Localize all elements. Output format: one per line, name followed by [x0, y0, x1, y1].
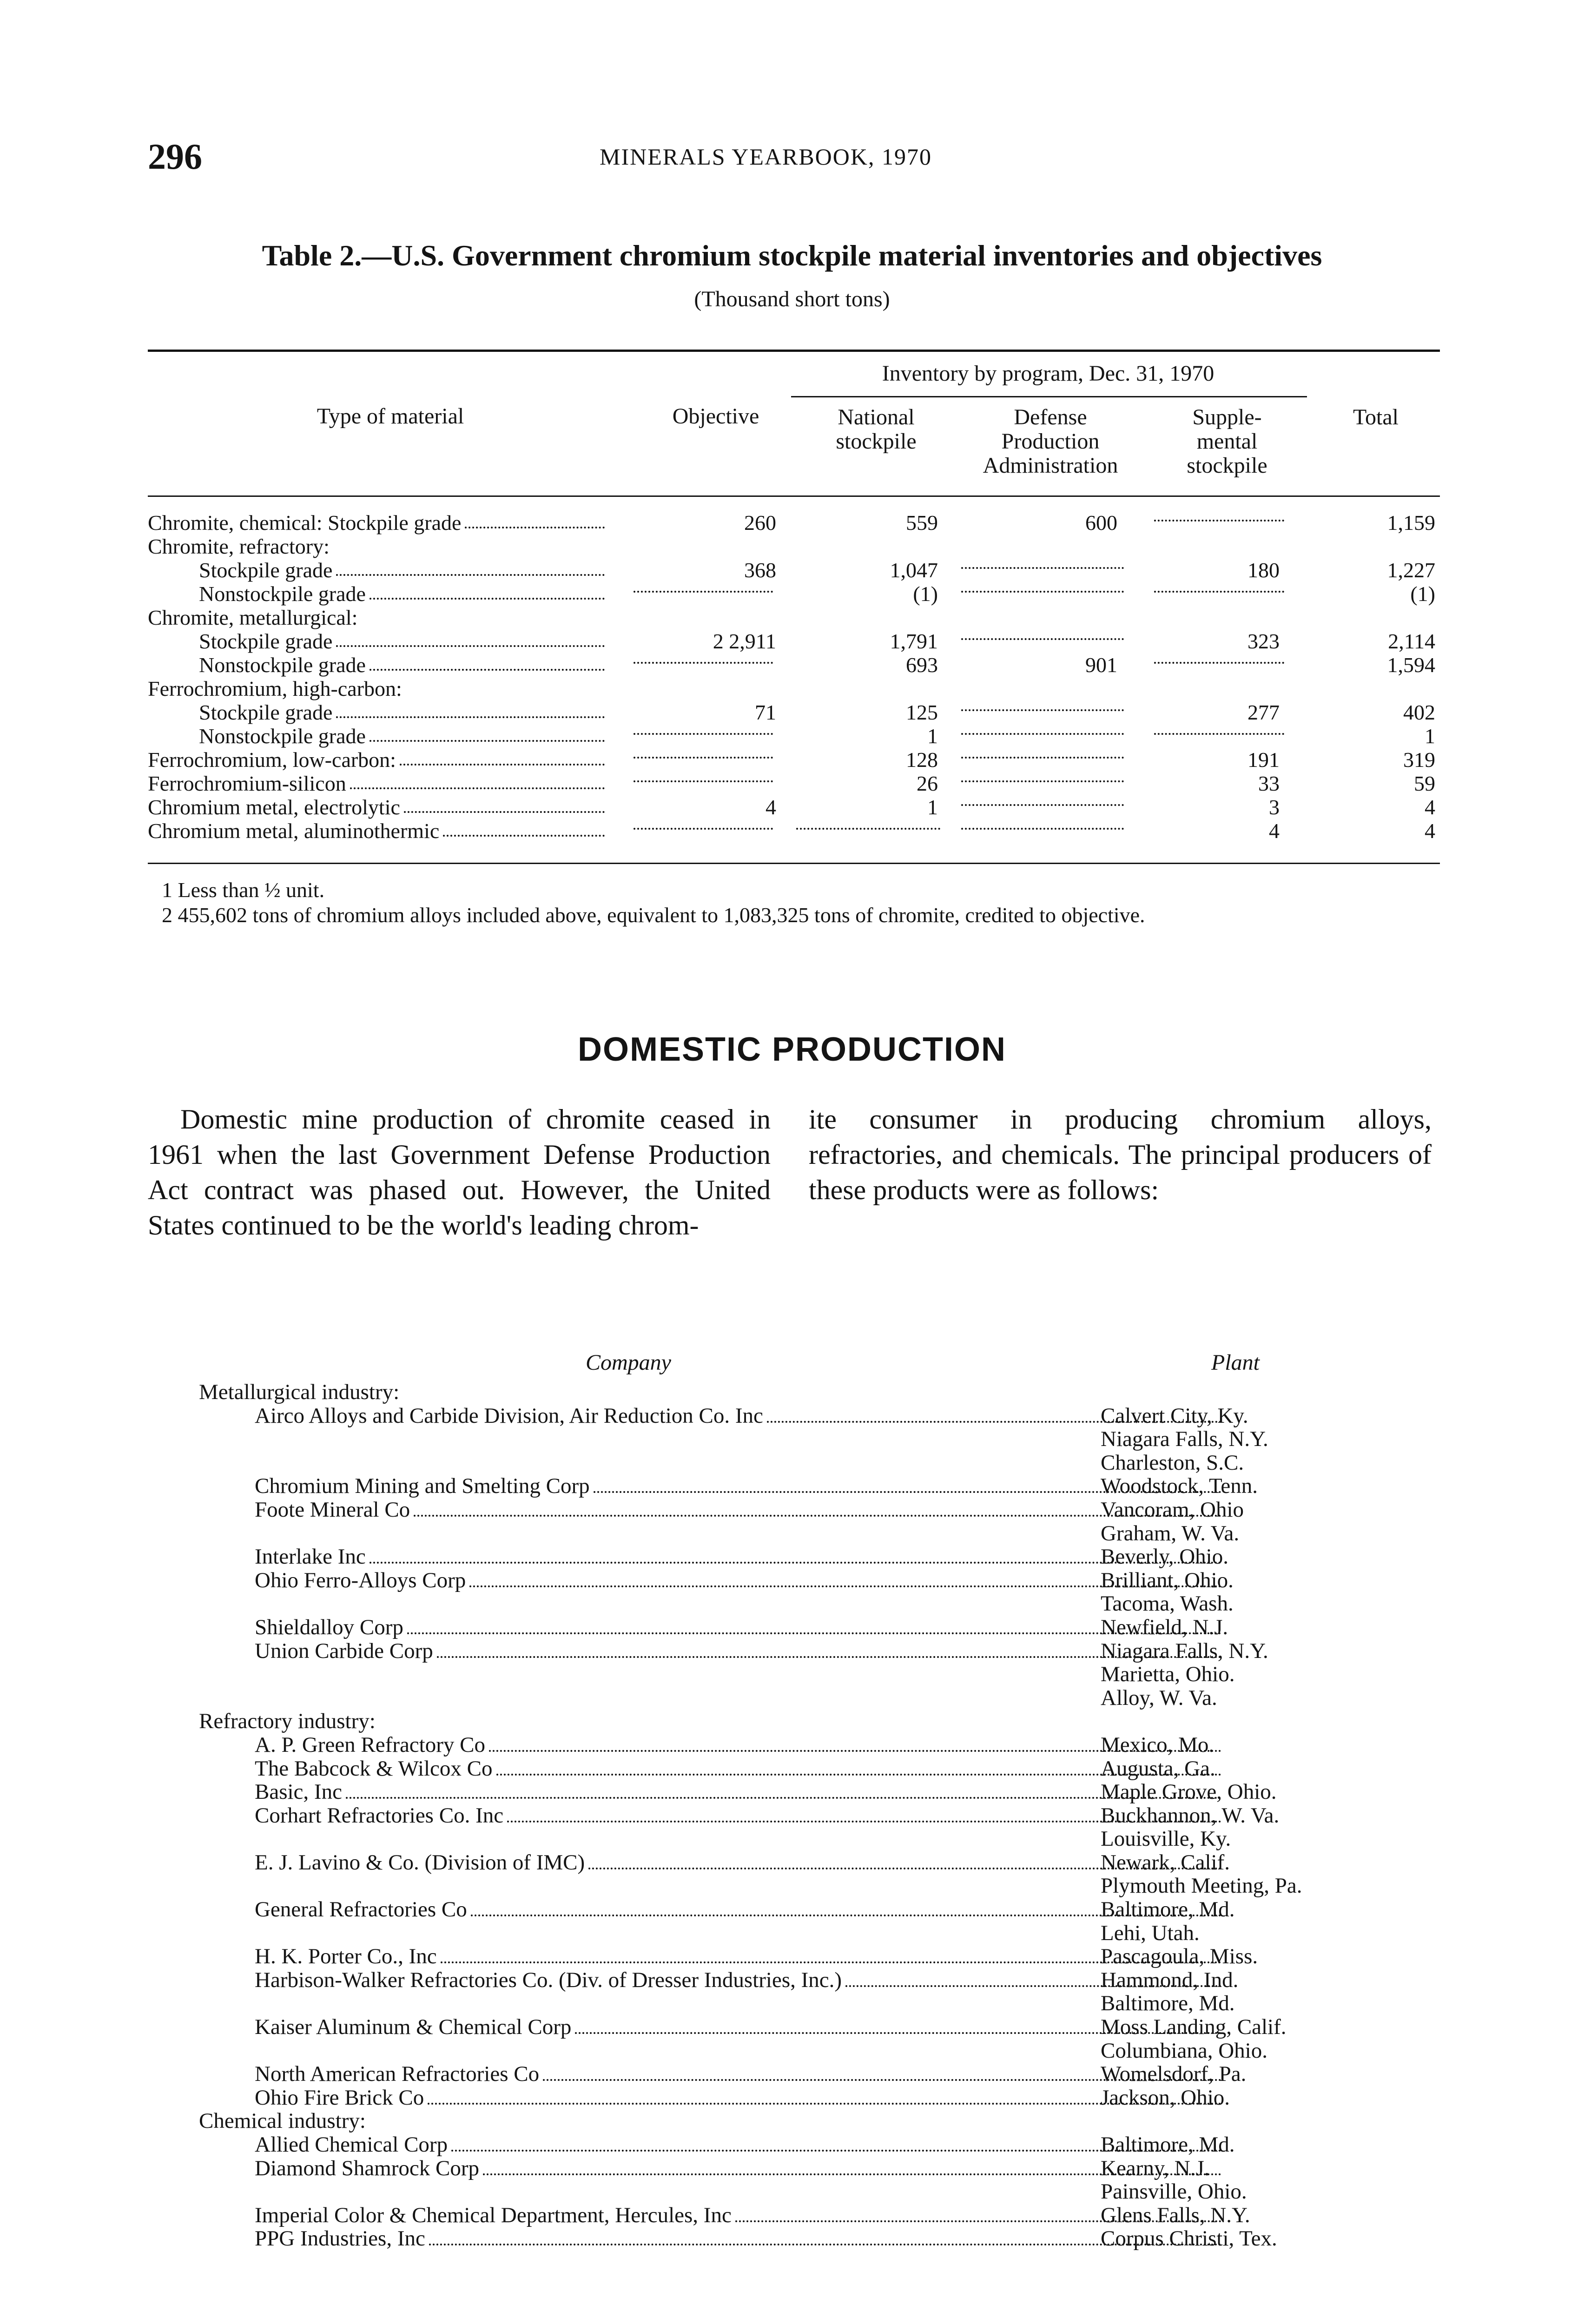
- company-name: Ohio Ferro-Alloys Corp: [255, 1568, 1221, 1593]
- cell-total: 2,114: [1388, 629, 1435, 653]
- producer-row: [148, 2061, 1449, 2085]
- plant-location: Pascagoula, Miss.: [1101, 1944, 1258, 1969]
- industry-category: Chemical industry:: [199, 2109, 366, 2133]
- header-objective: Objective: [672, 404, 759, 429]
- table-row: [148, 771, 1435, 795]
- cell-national: 559: [906, 511, 938, 535]
- producer-row: [148, 1944, 1449, 1967]
- page-number: 296: [148, 136, 202, 177]
- dot-leader: [350, 787, 605, 789]
- category-row: [148, 1380, 1449, 1403]
- plant-location: Louisville, Ky.: [1101, 1827, 1231, 1851]
- cell-national: 125: [906, 700, 938, 724]
- producer-row: [148, 2179, 1449, 2203]
- producer-row: [148, 1756, 1449, 1780]
- column-head-company: Company: [586, 1350, 671, 1375]
- plant-location: Newfield, N.J.: [1101, 1615, 1228, 1639]
- body-text-right: ite consumer in producing chromium alloys, refractories, and chemicals. The principal producers of these products were as follows:: [809, 1104, 1432, 1205]
- dot-leader: [407, 1632, 1221, 1634]
- cell-supplemental: 277: [1247, 700, 1280, 724]
- producer-row: [148, 1591, 1449, 1615]
- company-name: Imperial Color & Chemical Department, Hercules, Inc: [255, 2203, 1221, 2228]
- company-name: Corhart Refractories Co. Inc: [255, 1803, 1221, 1828]
- dot-leader: [465, 527, 605, 528]
- row-label: Chromium metal, electrolytic: [148, 795, 605, 819]
- section-heading: DOMESTIC PRODUCTION: [577, 1031, 1006, 1068]
- plant-location: Niagara Falls, N.Y.: [1101, 1427, 1268, 1452]
- company-name: H. K. Porter Co., Inc: [255, 1944, 1221, 1969]
- footnote-2: 2 455,602 tons of chromium alloys included above, equivalent to 1,083,325 tons of chromite, credited to objective.: [162, 903, 1145, 927]
- category-row: [148, 2108, 1449, 2132]
- plant-location: Newark, Calif.: [1101, 1850, 1230, 1875]
- plant-location: Mexico, Mo.: [1101, 1732, 1214, 1757]
- cell-defense: 901: [1085, 653, 1117, 677]
- empty-cell-leader: [1154, 591, 1284, 593]
- row-label: Stockpile grade: [199, 700, 605, 725]
- body-text-left: Domestic mine production of chromite ceased in 1961 when the last Government Defense Production Act contract was phased out. However, the United States continued to be the world's leading chrom-: [148, 1104, 771, 1241]
- company-name: General Refractories Co: [255, 1897, 1221, 1922]
- company-name: Kaiser Aluminum & Chemical Corp: [255, 2014, 1221, 2040]
- dot-leader: [400, 764, 605, 766]
- empty-cell-leader: [796, 828, 940, 830]
- plant-location: Baltimore, Md.: [1101, 1897, 1235, 1922]
- table-row: [148, 605, 1435, 629]
- cell-national: 1,047: [890, 558, 938, 582]
- dot-leader: [404, 811, 605, 813]
- plant-location: Graham, W. Va.: [1101, 1521, 1240, 1545]
- company-name: Allied Chemical Corp: [255, 2132, 1221, 2157]
- empty-cell-leader: [961, 567, 1124, 569]
- cell-supplemental: 33: [1258, 772, 1280, 795]
- industry-category: Metallurgical industry:: [199, 1380, 400, 1404]
- table-subtitle: (Thousand short tons): [694, 287, 890, 311]
- company-name: Diamond Shamrock Corp: [255, 2156, 1221, 2181]
- producer-row: [148, 1779, 1449, 1803]
- producer-row: [148, 1568, 1449, 1591]
- producer-row: [148, 1826, 1449, 1850]
- cell-national: (1): [913, 582, 938, 606]
- plant-location: Buckhannon, W. Va.: [1101, 1803, 1280, 1828]
- footnote-1: 1 Less than ½ unit.: [162, 878, 325, 902]
- producer-row: [148, 1450, 1449, 1474]
- plant-location: Womelsdorf, Pa.: [1101, 2062, 1247, 2086]
- company-name: Foote Mineral Co: [255, 1497, 1221, 1522]
- empty-cell-leader: [961, 733, 1124, 735]
- header-supplemental: Supple- mental stockpile: [1187, 405, 1267, 478]
- header-type: Type of material: [317, 404, 464, 429]
- table-row: [148, 510, 1435, 534]
- plant-location: Woodstock, Tenn.: [1101, 1474, 1258, 1499]
- table-row: [148, 724, 1435, 747]
- header-inventory-group: Inventory by program, Dec. 31, 1970: [882, 361, 1214, 386]
- company-name: PPG Industries, Inc: [255, 2226, 1221, 2251]
- producer-row: [148, 1638, 1449, 1662]
- cell-total: 319: [1403, 748, 1435, 772]
- cell-supplemental: 3: [1269, 795, 1280, 819]
- company-name: North American Refractories Co: [255, 2061, 1221, 2086]
- table-top-rule: [148, 350, 1440, 352]
- producer-row: [148, 1615, 1449, 1638]
- cell-total: 4: [1425, 795, 1435, 819]
- producer-row: [148, 2132, 1449, 2156]
- plant-location: Alloy, W. Va.: [1101, 1685, 1217, 1710]
- empty-cell-leader: [634, 733, 773, 735]
- plant-location: Lehi, Utah.: [1101, 1921, 1200, 1945]
- producer-row: [148, 1732, 1449, 1756]
- plant-location: Plymouth Meeting, Pa.: [1101, 1874, 1302, 1898]
- cell-total: 1,594: [1387, 653, 1435, 677]
- producer-row: [148, 2085, 1449, 2109]
- row-label: Nonstockpile grade: [199, 581, 605, 606]
- producer-row: [148, 1497, 1449, 1521]
- dot-leader: [336, 645, 605, 647]
- company-name: The Babcock & Wilcox Co: [255, 1756, 1221, 1781]
- plant-location: Augusta, Ga.: [1101, 1756, 1215, 1781]
- company-name: Interlake Inc: [255, 1544, 1221, 1569]
- cell-total: 4: [1425, 819, 1435, 843]
- table-header-rule: [148, 495, 1440, 497]
- dot-leader: [370, 740, 605, 742]
- plant-location: Painsville, Ohio.: [1101, 2179, 1247, 2204]
- empty-cell-leader: [961, 828, 1124, 830]
- table-row: [148, 747, 1435, 771]
- header-total: Total: [1353, 405, 1399, 429]
- producer-row: [148, 1544, 1449, 1568]
- empty-cell-leader: [1154, 520, 1284, 522]
- table-row: [148, 700, 1435, 724]
- producer-row: [148, 1403, 1449, 1427]
- inventory-group-rule: [791, 396, 1307, 397]
- dot-leader: [370, 598, 605, 600]
- cell-total: 1: [1425, 724, 1435, 748]
- row-label: Chromite, refractory:: [148, 535, 330, 558]
- empty-cell-leader: [961, 638, 1124, 640]
- dot-leader: [370, 1562, 1221, 1564]
- cell-supplemental: 191: [1247, 748, 1280, 772]
- producer-row: [148, 1873, 1449, 1897]
- dot-leader: [370, 669, 605, 671]
- producer-row: [148, 1991, 1449, 2014]
- producer-row: [148, 2203, 1449, 2226]
- plant-location: Baltimore, Md.: [1101, 1991, 1235, 2016]
- plant-location: Vancoram, Ohio: [1101, 1497, 1244, 1522]
- cell-defense: 600: [1085, 511, 1117, 535]
- producer-row: [148, 1803, 1449, 1827]
- table-bottom-rule: [148, 863, 1440, 864]
- table-footnotes: [148, 878, 1440, 928]
- producer-row: [148, 1897, 1449, 1921]
- company-name: E. J. Lavino & Co. (Division of IMC): [255, 1850, 1221, 1875]
- table-row: [148, 534, 1435, 558]
- dot-leader: [336, 716, 605, 718]
- cell-supplemental: 180: [1247, 558, 1280, 582]
- cell-objective: 2 2,911: [713, 629, 776, 653]
- table-row: [148, 558, 1435, 581]
- producer-row: [148, 1921, 1449, 1944]
- company-name: Airco Alloys and Carbide Division, Air Reduction Co. Inc: [255, 1403, 1221, 1428]
- company-name: Chromium Mining and Smelting Corp: [255, 1473, 1221, 1499]
- empty-cell-leader: [961, 757, 1124, 759]
- plant-location: Columbiana, Ohio.: [1101, 2038, 1267, 2063]
- header-defense: Defense Production Administration: [983, 405, 1118, 478]
- producer-row: [148, 2156, 1449, 2179]
- plant-location: Niagara Falls, N.Y.: [1101, 1638, 1268, 1663]
- table-row: [148, 653, 1435, 676]
- empty-cell-leader: [961, 780, 1124, 782]
- row-label: Stockpile grade: [199, 629, 605, 654]
- company-name: Union Carbide Corp: [255, 1638, 1221, 1664]
- cell-national: 1: [927, 724, 938, 748]
- plant-location: Kearny, N.J.: [1101, 2156, 1210, 2180]
- cell-national: 1,791: [890, 629, 938, 653]
- cell-national: 1: [927, 795, 938, 819]
- plant-location: Glens Falls, N.Y.: [1101, 2203, 1250, 2227]
- cell-national: 26: [917, 772, 938, 795]
- industry-category: Refractory industry:: [199, 1709, 376, 1734]
- row-label: Chromite, metallurgical:: [148, 606, 358, 629]
- empty-cell-leader: [961, 591, 1124, 593]
- producer-row: [148, 2014, 1449, 2038]
- company-name: Harbison-Walker Refractories Co. (Div. of Dresser Industries, Inc.): [255, 1967, 1221, 1993]
- cell-national: 128: [906, 748, 938, 772]
- company-name: Shieldalloy Corp: [255, 1615, 1221, 1640]
- table-row: [148, 581, 1435, 605]
- header-national: National stockpile: [836, 405, 917, 454]
- producer-row: [148, 1426, 1449, 1450]
- plant-location: Tacoma, Wash.: [1101, 1591, 1234, 1616]
- company-name: A. P. Green Refractory Co: [255, 1732, 1221, 1757]
- cell-supplemental: 323: [1247, 629, 1280, 653]
- cell-total: 59: [1414, 772, 1435, 795]
- producer-row: [148, 2038, 1449, 2062]
- row-label: Ferrochromium, high-carbon:: [148, 677, 402, 700]
- row-label: Chromite, chemical: Stockpile grade: [148, 510, 605, 535]
- plant-location: Marietta, Ohio.: [1101, 1662, 1235, 1687]
- cell-objective: 71: [755, 700, 776, 724]
- plant-location: Calvert City, Ky.: [1101, 1403, 1248, 1428]
- producer-row: [148, 1662, 1449, 1685]
- plant-location: Corpus Christi, Tex.: [1101, 2226, 1277, 2251]
- cell-objective: 368: [744, 558, 776, 582]
- row-label: Nonstockpile grade: [199, 724, 605, 748]
- table-row: [148, 629, 1435, 653]
- empty-cell-leader: [634, 757, 773, 759]
- table-title: Table 2.—U.S. Government chromium stockpile material inventories and objectives: [262, 239, 1322, 272]
- producer-row: [148, 1685, 1449, 1709]
- plant-location: Baltimore, Md.: [1101, 2133, 1235, 2157]
- empty-cell-leader: [634, 662, 773, 664]
- row-label: Stockpile grade: [199, 558, 605, 582]
- empty-cell-leader: [634, 780, 773, 782]
- table-row: [148, 819, 1435, 842]
- dot-leader: [443, 835, 605, 837]
- producer-list: [148, 1380, 1449, 2250]
- empty-cell-leader: [961, 804, 1124, 806]
- plant-location: Charleston, S.C.: [1101, 1450, 1244, 1475]
- company-name: Ohio Fire Brick Co: [255, 2085, 1221, 2110]
- cell-national: 693: [906, 653, 938, 677]
- empty-cell-leader: [634, 828, 773, 830]
- dot-leader: [346, 1797, 1221, 1799]
- plant-location: Hammond, Ind.: [1101, 1967, 1239, 1992]
- table-row: [148, 795, 1435, 819]
- empty-cell-leader: [1154, 662, 1284, 664]
- empty-cell-leader: [634, 591, 773, 593]
- cell-total: 1,227: [1387, 558, 1435, 582]
- table-body: [148, 510, 1435, 842]
- empty-cell-leader: [1154, 733, 1284, 735]
- producer-row: [148, 1521, 1449, 1545]
- cell-objective: 4: [766, 795, 776, 819]
- cell-total: (1): [1410, 582, 1435, 606]
- row-label: Nonstockpile grade: [199, 653, 605, 677]
- producer-row: [148, 2226, 1449, 2250]
- row-label: Ferrochromium-silicon: [148, 771, 605, 796]
- plant-location: Maple Grove, Ohio.: [1101, 1780, 1277, 1804]
- cell-supplemental: 4: [1269, 819, 1280, 843]
- cell-total: 1,159: [1387, 511, 1435, 535]
- plant-location: Beverly, Ohio.: [1101, 1545, 1228, 1569]
- category-row: [148, 1709, 1449, 1732]
- producer-row: [148, 1850, 1449, 1874]
- plant-location: Jackson, Ohio.: [1101, 2085, 1230, 2110]
- producer-row: [148, 1473, 1449, 1497]
- company-name: Basic, Inc: [255, 1779, 1221, 1804]
- producer-row: [148, 1967, 1449, 1991]
- column-head-plant: Plant: [1211, 1350, 1260, 1375]
- plant-location: Moss Landing, Calif.: [1101, 2015, 1287, 2040]
- cell-objective: 260: [744, 511, 776, 535]
- table-row: [148, 676, 1435, 700]
- row-label: Chromium metal, aluminothermic: [148, 819, 605, 843]
- cell-total: 402: [1403, 700, 1435, 724]
- row-label: Ferrochromium, low-carbon:: [148, 747, 605, 772]
- plant-location: Brilliant, Ohio.: [1101, 1568, 1234, 1592]
- empty-cell-leader: [961, 709, 1124, 711]
- dot-leader: [336, 574, 605, 576]
- running-head: MINERALS YEARBOOK, 1970: [600, 144, 932, 170]
